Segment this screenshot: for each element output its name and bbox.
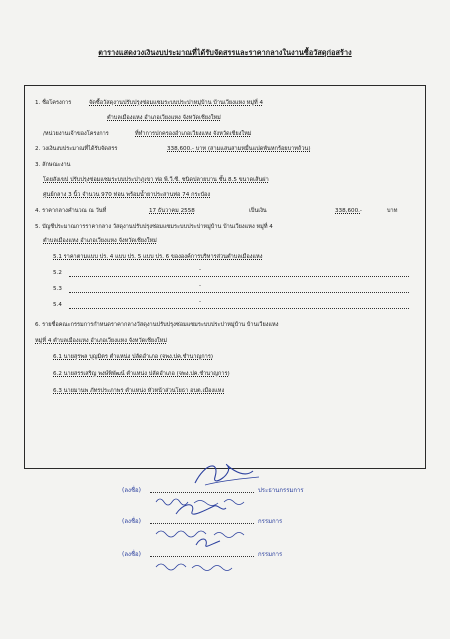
item3-label: 3. ลักษณะงาน [35,162,71,168]
signature-1-prefix: (ลงชื่อ) [122,487,141,494]
signature-1-line [150,492,254,493]
signature-3-line [150,556,254,557]
item5-2-line [69,276,409,277]
signature-2-role: กรรมการ [258,518,283,525]
item6-member2: 6.2 นายสรรเสริญ พงษ์พิพัฒน์ ตำแหน่ง ปลัดอำเภอ (จพง.ปค.ชำนาญการ) [53,371,230,377]
item5-label: 5. บัญชีประมาณการราคากลาง วัสดุงานปรับปรุงซ่อมแซมระบบประปาหมู่บ้าน บ้านเวียงแหง หมู่ที่ 4 [35,224,273,230]
item4-date: 17 ธันวาคม 2558 [149,208,195,214]
item1-project-name: จัดซื้อวัสดุงานปรับปรุงซ่อมแซมระบบประปาหมู่บ้าน บ้านเวียงแหง หมู่ที่ 4 [89,100,264,106]
item3-description-line2: ศูนย์กลาง 3 นิ้ว จำนวน 970 ท่อน พร้อมน้ำยาประสานท่อ 74 กระป๋อง [43,192,211,198]
item5-4: 5.4 [53,302,62,308]
item5-2: 5.2 [53,270,62,276]
item6-label-line2: หมู่ที่ 4 ตำบลเมืองแหง อำเภอเวียงแหง จังหวัดเชียงใหม่ [35,338,168,344]
item5-1: 5.1 ราคาตามแบบ ปร. 4 แบบ ปร. 5 แบบ ปร. 6 ขององค์การบริหารส่วนตำบลเมืองแหง [53,254,263,260]
item6-member3: 6.3 นายมานพ ภัทรประภาพร ตำแหน่ง หัวหน้าส่วนโยธา อบต.เมืองแหง [53,388,225,394]
item4-unit: บาท [387,208,398,214]
signature-1-role: ประธานกรรมการ [258,487,304,494]
signature-3-name-handwriting [150,559,260,573]
signature-2-scribble [170,500,230,520]
item1-label: 1. ชื่อโครงการ [35,100,72,106]
item4-label: 4. ราคากลางคำนวณ ณ วันที่ [35,208,107,214]
item2-budget: 338,600.- บาท (สามแสนสามหมื่นแปดพันหกร้อยบาทถ้วน) [167,146,311,152]
item5-4-line [69,308,409,309]
signature-2-line [150,523,254,524]
signature-3-scribble [190,535,230,551]
item1-project-location: ตำบลเมืองแหง อำเภอเวียงแหง จังหวัดเชียงใหม่ [107,115,221,121]
item5-3: 5.3 [53,286,62,292]
item6-member1: 6.1 นายสุรพล บุญมิตร ตำแหน่ง ปลัดอำเภอ (จพง.ปค.ชำนาญการ) [53,354,214,360]
signature-2-prefix: (ลงชื่อ) [122,518,141,525]
signature-1-scribble [175,455,265,495]
item1-agency-label: /หน่วยงานเจ้าของโครงการ [43,131,109,137]
item2-label: 2. วงเงินงบประมาณที่ได้รับจัดสรร [35,146,118,152]
signature-3-role: กรรมการ [258,551,283,558]
signature-3-prefix: (ลงชื่อ) [122,551,141,558]
item4-amount: 338,600.- [335,208,362,214]
item5-label-line2: ตำบลเมืองแหง อำเภอเวียงแหง จังหวัดเชียงใหม่ [43,238,157,244]
item3-description-line1: โดยสังเขป ปรับปรุงซ่อมแซมระบบประปาภูเขา ท่อ พี.วี.ซี. ชนิดปลายบาน ชั้น 8.5 ขนาดเส้นผ่า [43,177,269,183]
item5-3-line [69,292,409,293]
item5-2-dash: - [199,267,202,273]
item5-4-dash: - [199,299,202,305]
item6-label: 6. รายชื่อคณะกรรมการกำหนดราคากลางวัสดุงานปรับปรุงซ่อมแซมระบบประปาหมู่บ้าน บ้านเวียงแหง [35,322,279,328]
item5-3-dash: - [199,283,202,289]
document-title: ตารางแสดงวงเงินงบประมาณที่ได้รับจัดสรรและราคากลางในงานซื้อวัสดุก่อสร้าง [98,48,352,57]
content-frame [24,85,426,469]
item4-amount-label: เป็นเงิน [249,208,267,214]
item1-agency-value: ที่ทำการปกครองอำเภอเวียงแหง จังหวัดเชียงใหม่ [135,131,252,137]
